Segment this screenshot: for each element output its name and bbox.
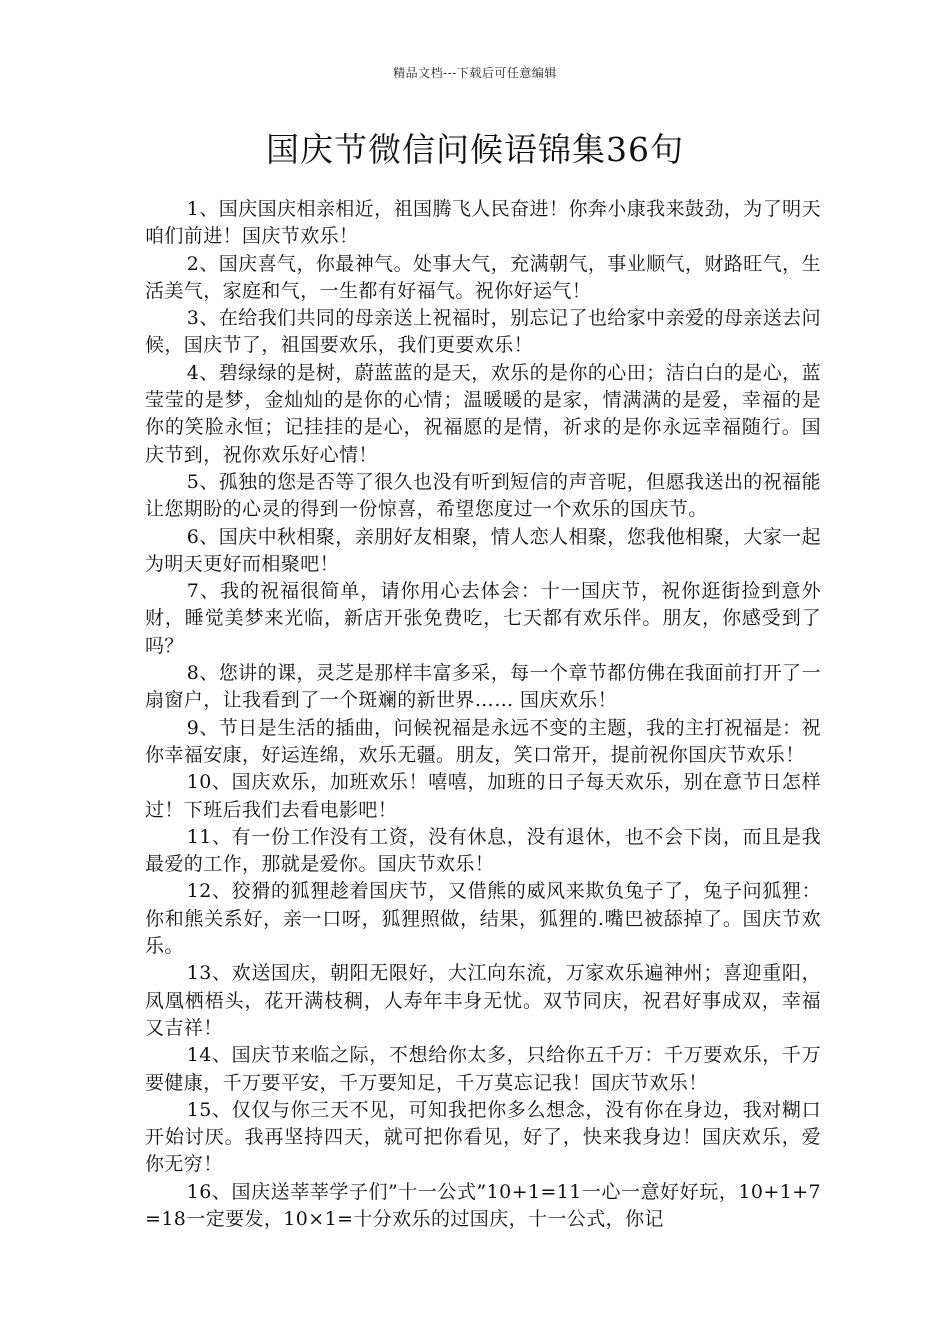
paragraph-10: 10、国庆欢乐，加班欢乐！嘻嘻，加班的日子每天欢乐，别在意节日怎样过！下班后我们去看电影吧！: [145, 771, 821, 821]
paragraph-5: 5、孤独的您是否等了很久也没有听到短信的声音呢，但愿我送出的祝福能让您期盼的心灵的得到一份惊喜，希望您度过一个欢乐的国庆节。: [145, 470, 821, 521]
paragraph-6: 6、国庆中秋相聚，亲朋好友相聚，情人恋人相聚，您我他相聚，大家一起为明天更好而相聚吧！: [145, 525, 821, 575]
page-header: 精品文档---下载后可任意编辑: [393, 66, 557, 80]
paragraph-7: 7、我的祝福很简单，请你用心去体会：十一国庆节，祝你逛街捡到意外财，睡觉美梦来光临，新店开张免费吃，七天都有欢乐伴。朋友，你感受到了吗？: [145, 580, 821, 657]
paragraph-16: 16、国庆送莘莘学子们”十一公式”10+1=11一心一意好好玩，10+1+7=18一定要发，10×1=十分欢乐的过国庆，十一公式，你记: [145, 1180, 821, 1230]
paragraph-2: 2、国庆喜气，你最神气。处事大气，充满朝气，事业顺气，财路旺气，生活美气，家庭和气，一生都有好福气。祝你好运气！: [145, 252, 821, 302]
paragraph-12: 12、狡猾的狐狸趁着国庆节，又借熊的威风来欺负兔子了，兔子问狐狸：你和熊关系好，亲一口呀，狐狸照做，结果，狐狸的.嘴巴被舔掉了。国庆节欢乐。: [145, 880, 821, 958]
paragraph-14: 14、国庆节来临之际，不想给你太多，只给你五千万：千万要欢乐，千万要健康，千万要平安，千万要知足，千万莫忘记我！国庆节欢乐！: [145, 1044, 821, 1094]
paragraph-1: 1、国庆国庆相亲相近，祖国腾飞人民奋进！你奔小康我来鼓劲，为了明天咱们前进！国庆节欢乐！: [145, 198, 821, 248]
paragraph-8: 8、您讲的课，灵芝是那样丰富多采，每一个章节都仿佛在我面前打开了一扇窗户，让我看到了一个斑斓的新世界…… 国庆欢乐！: [145, 662, 821, 712]
paragraph-13: 13、欢送国庆，朝阳无限好，大江向东流，万家欢乐遍神州；喜迎重阳，凤凰栖梧头，花开满枝稠，人寿年丰身无忧。双节同庆，祝君好事成双，幸福又吉祥！: [145, 962, 821, 1039]
paragraph-15: 15、仅仅与你三天不见，可知我把你多么想念，没有你在身边，我对糊口开始讨厌。我再坚持四天，就可把你看见，好了，快来我身边！国庆欢乐，爱你无穷！: [145, 1098, 821, 1176]
document-body: [145, 196, 821, 1233]
paragraph-9: 9、节日是生活的插曲，问候祝福是永远不变的主题，我的主打祝福是：祝你幸福安康，好运连绵，欢乐无疆。朋友，笑口常开，提前祝你国庆节欢乐！: [145, 716, 821, 766]
paragraph-3: 3、在给我们共同的母亲送上祝福时，别忘记了也给家中亲爱的母亲送去问候，国庆节了，祖国要欢乐，我们更要欢乐！: [145, 307, 821, 357]
paragraph-4: 4、碧绿绿的是树，蔚蓝蓝的是天，欢乐的是你的心田；洁白白的是心，蓝莹莹的是梦，金灿灿的是你的心情；温暖暖的是家，情满满的是爱，幸福的是你的笑脸永恒；记挂挂的是心，祝福愿的是情，祈求的是你永远幸福随行。国庆节到，祝你欢乐好心情！: [145, 361, 821, 466]
document-title: 国庆节微信问候语锦集36句: [266, 130, 684, 169]
paragraph-11: 11、有一份工作没有工资，没有休息，没有退休，也不会下岗，而且是我最爱的工作，那就是爱你。国庆节欢乐！: [145, 825, 821, 876]
